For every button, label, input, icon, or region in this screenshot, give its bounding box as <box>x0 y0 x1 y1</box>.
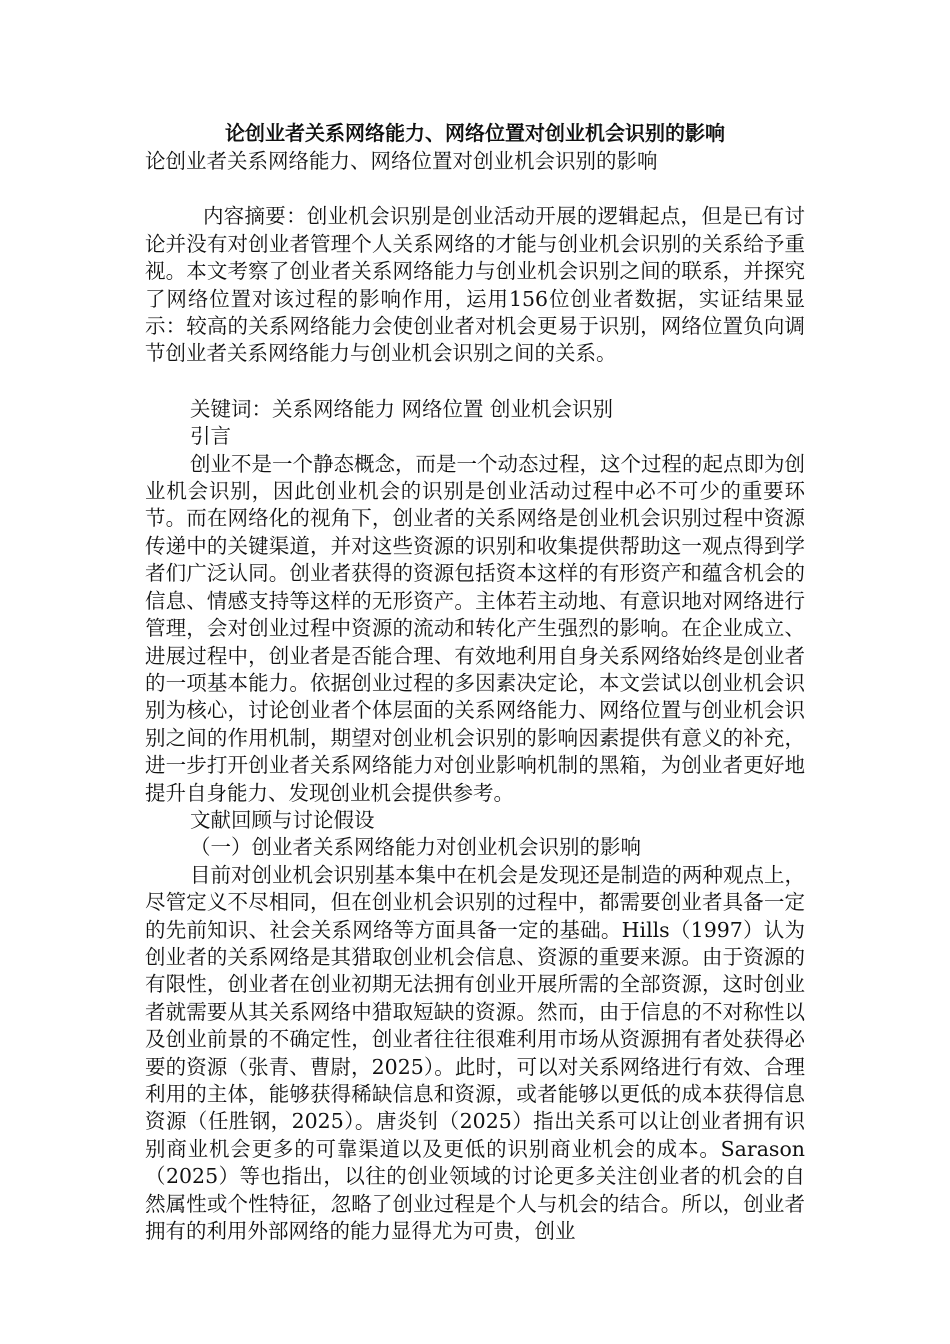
review-heading: 文献回顾与讨论假设 <box>190 807 375 832</box>
intro-paragraph: 创业不是一个静态概念，而是一个动态过程，这个过程的起点即为创业机会识别，因此创业机会的识别是创业活动过程中必不可少的重要环节。而在网络化的视角下，创业者的关系网络是创业机会识别过程中资源传递中的关键渠道，并对这些资源的识别和收集提供帮助这一观点得到学者们广泛认同。创业者获得的资源包括资本这样的有形资产和蕴含机会的信息、情感支持等这样的无形资产。主体若主动地、有意识地对网络进行管理，会对创业过程中资源的流动和转化产生强烈的影响。在企业成立、进展过程中，创业者是否能合理、有效地利用自身关系网络始终是创业者的一项基本能力。依据创业过程的多因素决定论，本文尝试以创业机会识别为核心，讨论创业者个体层面的关系网络能力、网络位置与创业机会识别之间的作用机制，期望对创业机会识别的影响因素提供有意义的补充，进一步打开创业者关系网络能力对创业影响机制的黑箱，为创业者更好地提升自身能力、发现创业机会提供参考。 <box>145 451 805 805</box>
keywords-line: 关键词：关系网络能力 网络位置 创业机会识别 <box>190 396 614 421</box>
document-subtitle: 论创业者关系网络能力、网络位置对创业机会识别的影响 <box>145 149 658 173</box>
section1-heading: （一）创业者关系网络能力对创业机会识别的影响 <box>190 835 641 860</box>
document-title: 论创业者关系网络能力、网络位置对创业机会识别的影响 <box>225 121 725 145</box>
spacer <box>145 368 805 396</box>
intro-heading: 引言 <box>190 424 231 449</box>
spacer <box>145 175 805 203</box>
section1-paragraph: 目前对创业机会识别基本集中在机会是发现还是制造的两种观点上，尽管定义不尽相同，但在创业机会识别的过程中，都需要创业者具备一定的先前知识、社会关系网络等方面具备一定的基础。Hills（1997）认为创业者的关系网络是其猎取创业机会信息、资源的重要来源。由于资源的有限性，创业者在创业初期无法拥有创业开展所需的全部资源，这时创业者就需要从其关系网络中猎取短缺的资源。然而，由于信息的不对称性以及创业前景的不确定性，创业者往往很难利用市场从资源拥有者处获得必要的资源（张青、曹尉，2025）。此时，可以对关系网络进行有效、合理利用的主体，能够获得稀缺信息和资源，或者能够以更低的成本获得信息资源（任胜钢，2025）。唐炎钊（2025）指出关系可以让创业者拥有识别商业机会更多的可靠渠道以及更低的识别商业机会的成本。Sarason（2025）等也指出，以往的创业领域的讨论更多关注创业者的机会的自然属性或个性特征，忽略了创业过程是个人与机会的结合。所以，创业者拥有的利用外部网络的能力显得尤为可贵，创业 <box>145 862 805 1244</box>
abstract-paragraph: 内容摘要：创业机会识别是创业活动开展的逻辑起点，但是已有讨论并没有对创业者管理个人关系网络的才能与创业机会识别的关系给予重视。本文考察了创业者关系网络能力与创业机会识别之间的联系，并探究了网络位置对该过程的影响作用，运用156位创业者数据，实证结果显示：较高的关系网络能力会使创业者对机会更易于识别，网络位置负向调节创业者关系网络能力与创业机会识别之间的关系。 <box>145 204 805 366</box>
document-body <box>145 148 805 1245</box>
